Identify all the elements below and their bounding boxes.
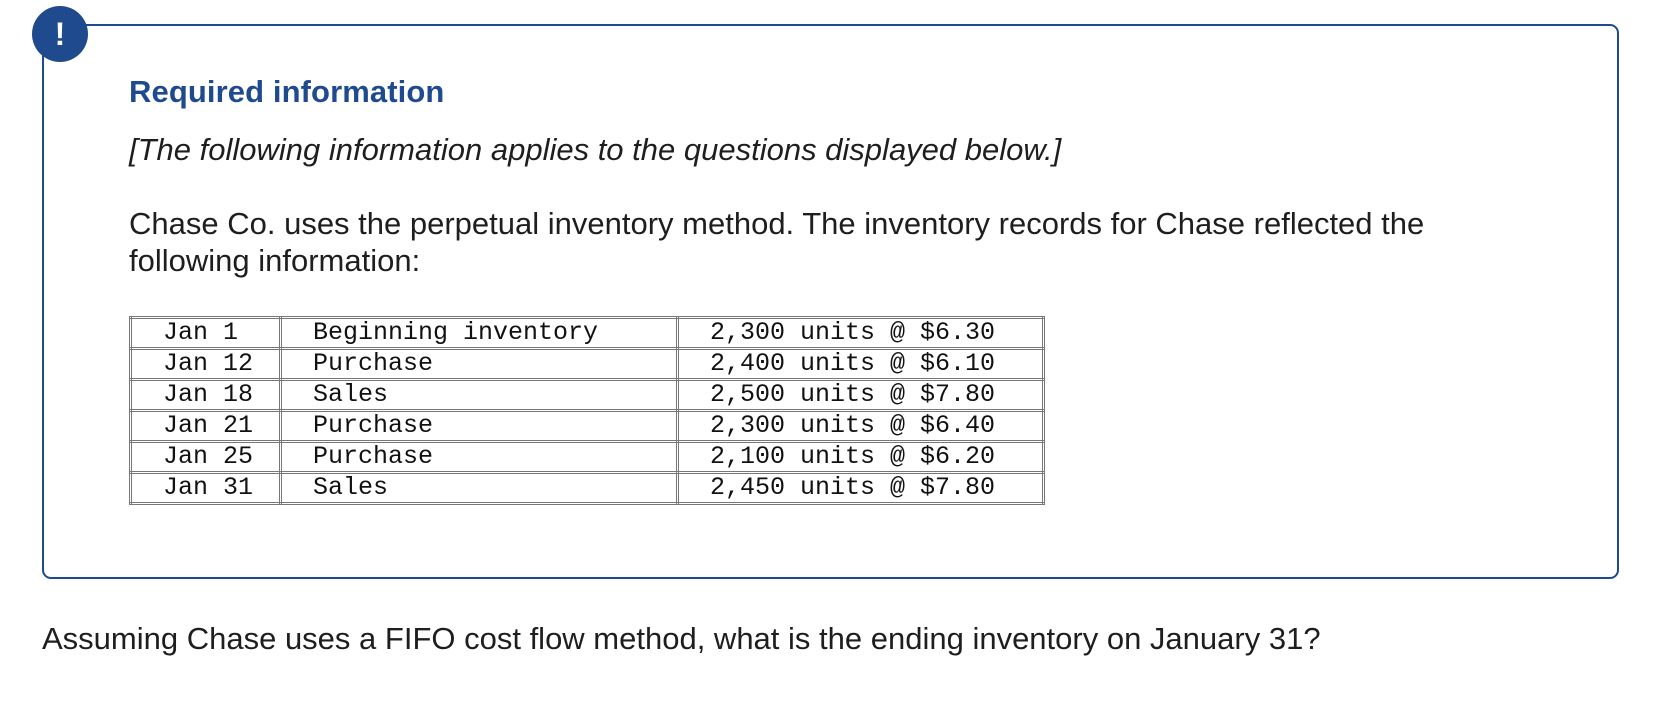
row-date: Jan 12 — [131, 349, 281, 380]
row-date: Jan 18 — [131, 380, 281, 411]
table-row — [131, 380, 1044, 411]
table-row — [131, 349, 1044, 380]
required-info-title: Required information — [129, 74, 445, 109]
table-row — [131, 318, 1044, 349]
row-description: Sales — [281, 473, 678, 504]
question-text: Assuming Chase uses a FIFO cost flow method, what is the ending inventory on January 31? — [42, 621, 1321, 656]
row-quantity: 2,100 units @ $6.20 — [678, 442, 1044, 473]
row-quantity: 2,450 units @ $7.80 — [678, 473, 1044, 504]
row-quantity: 2,500 units @ $7.80 — [678, 380, 1044, 411]
table-row — [131, 442, 1044, 473]
row-date: Jan 1 — [131, 318, 281, 349]
row-description: Sales — [281, 380, 678, 411]
intro-paragraph: Chase Co. uses the perpetual inventory method. The inventory records for Chase reflected the following information: — [129, 206, 1425, 278]
row-quantity: 2,300 units @ $6.30 — [678, 318, 1044, 349]
alert-icon: ! — [32, 6, 88, 62]
applies-note: [The following information applies to the questions displayed below.] — [129, 132, 1062, 167]
row-quantity: 2,400 units @ $6.10 — [678, 349, 1044, 380]
row-date: Jan 31 — [131, 473, 281, 504]
table-row — [131, 411, 1044, 442]
row-description: Purchase — [281, 411, 678, 442]
table-row — [131, 473, 1044, 504]
row-description: Beginning inventory — [281, 318, 678, 349]
row-quantity: 2,300 units @ $6.40 — [678, 411, 1044, 442]
row-description: Purchase — [281, 349, 678, 380]
inventory-table — [129, 316, 1045, 505]
row-date: Jan 21 — [131, 411, 281, 442]
row-date: Jan 25 — [131, 442, 281, 473]
row-description: Purchase — [281, 442, 678, 473]
